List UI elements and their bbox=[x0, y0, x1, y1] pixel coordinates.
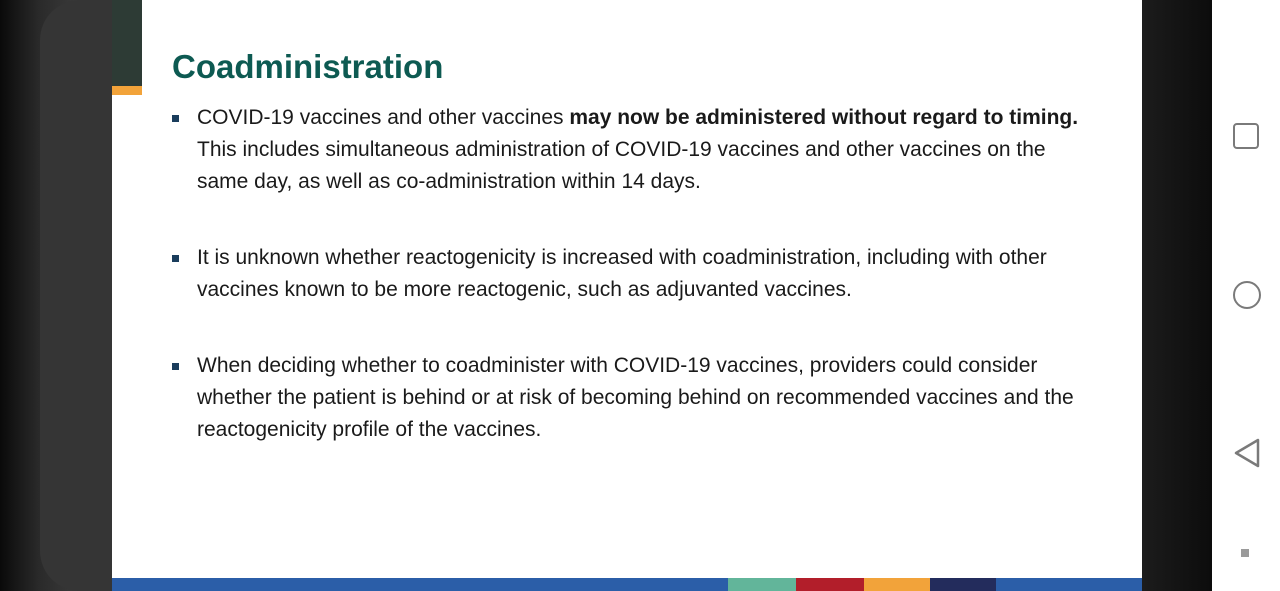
footer-segment bbox=[996, 578, 1142, 591]
bullet-text-bold: may now be administered without regard to timing. bbox=[569, 106, 1079, 129]
square-recents-icon[interactable] bbox=[1233, 123, 1259, 149]
bullet-text: It is unknown whether reactogenicity is increased with coadministration, including with other vaccines known to be more reactogenic, such as adjuvanted vaccines. bbox=[197, 246, 1047, 301]
footer-segment bbox=[796, 578, 864, 591]
left-bezel bbox=[0, 0, 112, 591]
bullet-text bbox=[197, 102, 1087, 198]
bullet-text-normal: This includes simultaneous administration of COVID-19 vaccines and other vaccines on the same day, as well as co-administration within 14 days. bbox=[197, 138, 1046, 193]
footer-segment bbox=[930, 578, 996, 591]
bullet-square-icon bbox=[172, 363, 179, 370]
bullet-square-icon bbox=[172, 115, 179, 122]
footer-segment bbox=[728, 578, 796, 591]
bullet-text-normal: COVID-19 vaccines and other vaccines bbox=[197, 106, 570, 129]
slide-left-dark-strip bbox=[112, 0, 142, 86]
slide-left-accent bbox=[112, 86, 142, 95]
triangle-back-icon[interactable] bbox=[1233, 438, 1261, 466]
square-indicator-icon bbox=[1241, 549, 1249, 557]
right-bezel bbox=[1142, 0, 1212, 591]
circle-home-icon[interactable] bbox=[1233, 281, 1261, 309]
slide-footer-bar bbox=[112, 578, 1142, 591]
back-triangle-svg bbox=[1233, 438, 1261, 468]
footer-segment bbox=[112, 578, 728, 591]
bullet-text: When deciding whether to coadminister with COVID-19 vaccines, providers could consider whether the patient is behind or at risk of becoming behind on recommended vaccines and the reactogenicity profile of the vaccines. bbox=[197, 354, 1074, 441]
footer-segment bbox=[864, 578, 930, 591]
bullet-square-icon bbox=[172, 255, 179, 262]
slide-title: Coadministration bbox=[172, 48, 444, 85]
